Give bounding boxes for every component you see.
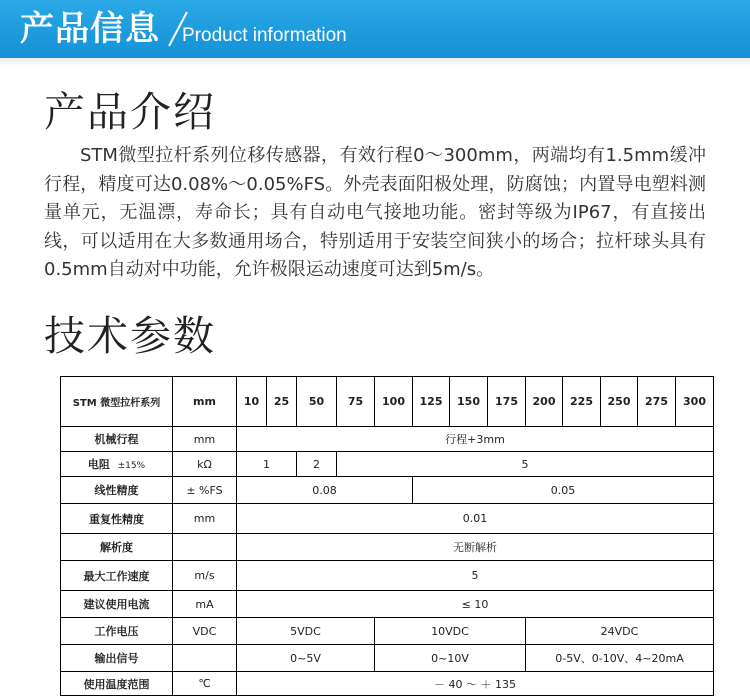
table-row — [61, 504, 714, 534]
row-value: 0.08 — [237, 477, 413, 504]
row-unit: ± %FS — [173, 477, 237, 504]
row-value: 2 — [297, 452, 337, 477]
table-row — [61, 427, 714, 452]
row-label: 最大工作速度 — [61, 561, 173, 591]
table-row — [61, 452, 714, 477]
table-row — [61, 561, 714, 591]
row-value: 5VDC — [237, 618, 375, 645]
stroke-cell: 125 — [413, 377, 450, 427]
row-label — [61, 452, 173, 477]
table-header-row — [61, 377, 714, 427]
row-value: 0.01 — [237, 504, 714, 534]
resistance-label: 电阻 — [87, 458, 110, 471]
series-label: STM 微型拉杆系列 — [61, 377, 173, 427]
row-value: 0~5V — [237, 645, 375, 672]
intro-paragraph: STM微型拉杆系列位移传感器，有效行程0～300mm，两端均有1.5mm缓冲行程，精度可达0.08%～0.05%FS。外壳表面阳极处理，防腐蚀；内置导电塑料测量单元，无温漂，寿命长；具有自动电气接地功能。密封等级为IP67，有直接出线，可以适用在大多数通用场合，特别适用于安装空间狭小的场合；拉杆球头具有0.5mm自动对中功能，允许极限运动速度可达到5m/s。 — [44, 145, 706, 280]
row-label: 工作电压 — [61, 618, 173, 645]
row-unit: mA — [173, 591, 237, 618]
stroke-cell: 25 — [267, 377, 297, 427]
row-unit: mm — [173, 427, 237, 452]
row-value: 5 — [337, 452, 714, 477]
stroke-cell: 150 — [450, 377, 488, 427]
table-row — [61, 645, 714, 672]
row-value: 10VDC — [375, 618, 526, 645]
row-value: ≤ 10 — [237, 591, 714, 618]
banner-title-en: Product information — [182, 25, 347, 46]
table-row — [61, 534, 714, 561]
row-value: 0~10V — [375, 645, 526, 672]
row-unit: mm — [173, 504, 237, 534]
row-unit — [173, 534, 237, 561]
table-row — [61, 477, 714, 504]
table-row — [61, 672, 714, 696]
row-label: 建议使用电流 — [61, 591, 173, 618]
banner-title-cn: 产品信息 — [20, 9, 160, 49]
stroke-cell: 10 — [237, 377, 267, 427]
table-row — [61, 618, 714, 645]
row-value: 5 — [237, 561, 714, 591]
stroke-cell: 225 — [563, 377, 601, 427]
row-unit: ℃ — [173, 672, 237, 696]
spec-table — [60, 376, 714, 696]
row-value: 0-5V、0-10V、4~20mA — [526, 645, 714, 672]
row-unit — [173, 645, 237, 672]
spec-heading: 技术参数 — [44, 312, 216, 360]
row-unit: VDC — [173, 618, 237, 645]
resistance-tolerance: ±15% — [117, 461, 146, 471]
row-label: 机械行程 — [61, 427, 173, 452]
row-value: 无断解析 — [237, 534, 714, 561]
row-label: 重复性精度 — [61, 504, 173, 534]
row-value: 行程+3mm — [237, 427, 714, 452]
row-label: 输出信号 — [61, 645, 173, 672]
header-banner — [0, 0, 750, 58]
row-label: 解析度 — [61, 534, 173, 561]
spec-table-wrapper — [60, 376, 714, 696]
row-unit: kΩ — [173, 452, 237, 477]
intro-heading: 产品介绍 — [44, 88, 216, 136]
stroke-cell: 75 — [337, 377, 375, 427]
stroke-cell: 50 — [297, 377, 337, 427]
row-value: 1 — [237, 452, 297, 477]
row-value: 0.05 — [413, 477, 714, 504]
row-value: － 40 ～ ＋ 135 — [237, 672, 714, 696]
row-unit: m/s — [173, 561, 237, 591]
stroke-cell: 275 — [638, 377, 676, 427]
stroke-cell: 200 — [526, 377, 563, 427]
stroke-cell: 250 — [601, 377, 638, 427]
row-label: 使用温度范围 — [61, 672, 173, 696]
banner-shadow — [0, 58, 750, 66]
row-value: 24VDC — [526, 618, 714, 645]
stroke-cell: 100 — [375, 377, 413, 427]
table-row — [61, 591, 714, 618]
stroke-cell: 300 — [676, 377, 714, 427]
header-unit: mm — [173, 377, 237, 427]
row-label: 线性精度 — [61, 477, 173, 504]
stroke-cell: 175 — [488, 377, 526, 427]
